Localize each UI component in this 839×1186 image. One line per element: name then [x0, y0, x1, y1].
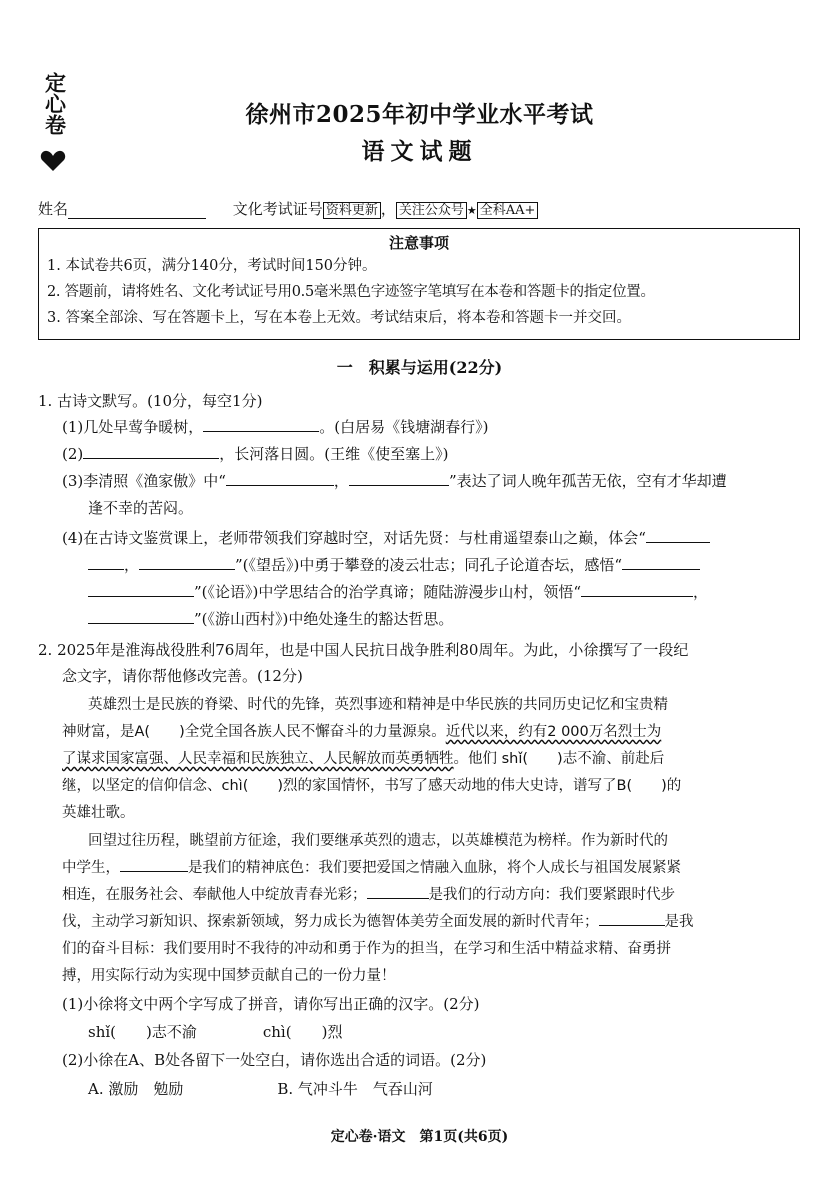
q1-item-3: (3)李清照《渔家傲》中“ ， ”表达了词人晚年孤苦无依，空有才华却遭	[62, 472, 727, 490]
answer-blank	[622, 555, 700, 570]
q1-item-4-cont: ”(《游山西村》)中绝处逢生的豁达哲思。	[88, 608, 453, 629]
stamp-box-1: 资料更新	[323, 202, 381, 219]
passage-line: 了谋求国家富强、人民幸福和民族独立、人民解放而英勇牺牲。他们 shǐ( )志不渝、前赴后	[62, 751, 665, 767]
q1-stem: 1. 古诗文默写。(10分，每空1分)	[38, 392, 263, 410]
q1-item-4-cont: ”(《论语》)中学思结合的治学真谛；随陆游漫步山村，领悟“ ，	[88, 581, 708, 602]
name-label: 姓名	[38, 200, 69, 218]
star-icon: ★	[466, 204, 477, 217]
option-a: A. 激励 勉励	[88, 1080, 184, 1098]
answer-blank	[88, 555, 124, 570]
answer-blank	[88, 609, 194, 624]
passage-line: 神财富，是A( )全党全国各族人民不懈奋斗的力量源泉。近代以来，约有2 000万名烈士为	[62, 724, 662, 740]
passage-line: 搏，用实际行动为实现中国梦贡献自己的一份力量！	[62, 968, 396, 984]
answer-blank	[203, 417, 319, 432]
answer-blank	[226, 471, 334, 486]
wavy-underlined-sentence: 近代以来，约有2 000万名烈士为	[445, 724, 662, 740]
passage-line: 英雄壮歌。	[62, 805, 135, 821]
answer-blank	[581, 582, 693, 597]
exam-title: 徐州市2025年初中学业水平考试	[245, 101, 594, 128]
q1-item-4-cont: ， ”(《望岳》)中勇于攀登的凌云壮志；同孔子论道杏坛，感悟“	[88, 554, 700, 575]
q1-item-3-cont: 逢不幸的苦闷。	[88, 499, 194, 517]
passage-line: 们的奋斗目标：我们要用时不我待的冲动和勇于作为的担当，在学习和生活中精益求精、奋勇拼	[62, 941, 671, 957]
stamp-box-3: 全科AA+	[477, 202, 539, 219]
answer-blank	[599, 911, 665, 926]
notice-box	[38, 228, 800, 340]
pinyin-item-2: chì( )烈	[262, 1023, 343, 1041]
answer-blank	[120, 857, 188, 872]
page-footer: 定心卷·语文 第1页(共6页)	[330, 1129, 509, 1145]
q2-stem: 2. 2025年是淮海战役胜利76周年，也是中国人民抗日战争胜利80周年。为此，小徐撰写了一段纪	[38, 641, 689, 659]
passage-line: 继，以坚定的信仰信念、chì( )烈的家国情怀，书写了感天动地的伟大史诗，谱写了B( )的	[62, 778, 682, 794]
answer-blank	[349, 471, 449, 486]
stamp-box-2: 关注公众号	[396, 202, 467, 219]
answer-blank	[139, 555, 235, 570]
cert-label: 文化考试证号	[232, 200, 323, 218]
pinyin-item-1: shǐ( )志不渝	[88, 1023, 197, 1041]
q2-sub-1: (1)小徐将文中两个字写成了拼音，请你写出正确的汉字。(2分)	[62, 995, 480, 1013]
candidate-info-line: 姓名 文化考试证号 资料更新 ， 关注公众号 ★ 全科AA+	[38, 198, 538, 219]
passage-line: 英雄烈士是民族的脊梁、时代的先锋，英烈事迹和精神是中华民族的共同历史记忆和宝贵精	[88, 697, 668, 713]
answer-blank	[367, 884, 429, 899]
wavy-underlined-sentence: 了谋求国家富强、人民幸福和民族独立、人民解放而英勇牺牲	[62, 751, 454, 767]
section-heading: 一 积累与运用(22分)	[336, 358, 503, 377]
answer-blank	[646, 528, 710, 543]
option-b: B. 气冲斗牛 气吞山河	[277, 1080, 433, 1098]
q2-sub-1-answers	[88, 1021, 342, 1042]
q2-sub-2: (2)小徐在A、B处各留下一处空白，请你选出合适的词语。(2分)	[62, 1051, 487, 1069]
name-blank	[68, 202, 206, 219]
notice-item: 1. 本试卷共6页，满分140分，考试时间150分钟。	[47, 258, 377, 274]
answer-blank	[88, 582, 194, 597]
q1-item-2: (2) ，长河落日圆。(王维《使至塞上》)	[62, 445, 449, 463]
notice-title: 注意事项	[388, 234, 449, 252]
q1-item-1: (1)几处早莺争暖树， 。(白居易《钱塘湖春行》)	[62, 418, 489, 436]
notice-item: 3. 答案全部涂、写在答题卡上，写在本卷上无效。考试结束后，将本卷和答题卡一并交回。	[47, 310, 631, 326]
logo-text: 定心卷	[42, 72, 68, 135]
passage-line: 回望过往历程，眺望前方征途，我们要继承英烈的遗志，以英雄模范为榜样。作为新时代的	[88, 833, 668, 849]
passage-line: 伐，主动学习新知识、探索新领域，努力成长为德智体美劳全面发展的新时代青年； 是我	[62, 910, 694, 931]
q1-item-4: (4)在古诗文鉴赏课上，老师带领我们穿越时空，对话先贤：与杜甫遥望泰山之巅，体会“	[62, 527, 710, 548]
passage-line: 相连，在服务社会、奉献他人中绽放青春光彩； 是我们的行动方向：我们要紧跟时代步	[62, 883, 675, 904]
q2-sub-2-options	[88, 1078, 433, 1099]
passage-line: 中学生， 是我们的精神底色：我们要把爱国之情融入血脉，将个人成长与祖国发展紧紧	[62, 856, 681, 877]
notice-item: 2. 答题前，请将姓名、文化考试证号用0.5毫米黑色字迹签字笔填写在本卷和答题卡的指定位置。	[47, 284, 655, 300]
answer-blank	[83, 444, 219, 459]
exam-subtitle: 语文试题	[361, 138, 478, 165]
q2-stem-cont: 念文字，请你帮他修改完善。(12分)	[62, 667, 303, 685]
